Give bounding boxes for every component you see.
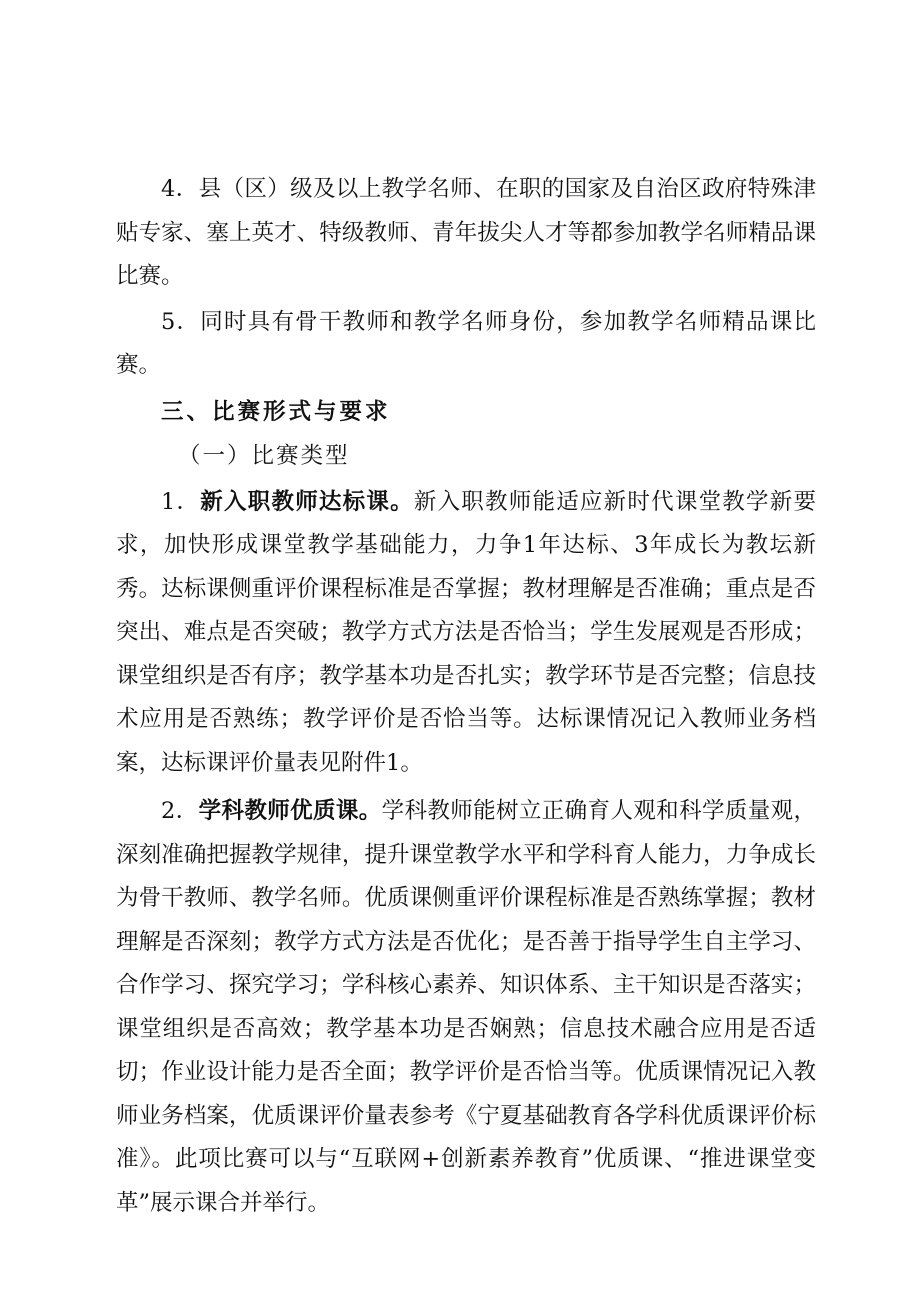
paragraph-item-5: 5．同时具有骨干教师和教学名师身份，参加教学名师精品课比赛。 [116,308,816,378]
subsection-heading: （一）比赛类型 [178,443,350,469]
item-2-lead: 学科教师优质课。 [198,798,382,824]
paragraph-item-4: 4．县（区）级及以上教学名师、在职的国家及自治区政府特殊津贴专家、塞上英才、特级教师、青年拔尖人才等都参加教学名师精品课比赛。 [116,176,816,289]
item-2-body: 学科教师能树立正确育人观和科学质量观，深刻准确把握教学规律，提升课堂教学水平和学科育人能力，力争成长为骨干教师、教学名师。优质课侧重评价课程标准是否熟练掌握；教材理解是否深刻；教学方式方法是否优化；是否善于指导学生自主学习、合作学习、探究学习；学科核心素养、知识体系、主干知识是否落实；课堂组织是否高效；教学基本功是否娴熟；信息技术融合应用是否适切；作业设计能力是否全面；教学评价是否恰当等。优质课情况记入教师业务档案，优质课评价量表参考《宁夏基础教育各学科优质课评价标准》。此项比赛可以与“互联网+创新素养教育”优质课、“推进课堂变革”展示课合并举行。 [116,798,816,1216]
paragraph-item-2 [116,790,816,1225]
section-heading: 三、比赛形式与要求 [161,398,391,425]
item-1-body: 新入职教师能适应新时代课堂教学新要求，加快形成课堂教学基础能力，力争1年达标、3年成长为教坛新秀。达标课侧重评价课程标准是否掌握；教材理解是否准确；重点是否突出、难点是否突破；教学方式方法是否恰当；学生发展观是否形成；课堂组织是否有序；教学基本功是否扎实；教学环节是否完整；信息技术应用是否熟练；教学评价是否恰当等。达标课情况记入教师业务档案，达标课评价量表见附件1。 [116,488,816,776]
document-page [116,168,816,1225]
paragraph-item-1 [116,481,816,786]
item-1-number: 1． [161,488,201,515]
item-2-number: 2． [161,798,199,824]
item-1-lead: 新入职教师达标课。 [200,488,414,515]
